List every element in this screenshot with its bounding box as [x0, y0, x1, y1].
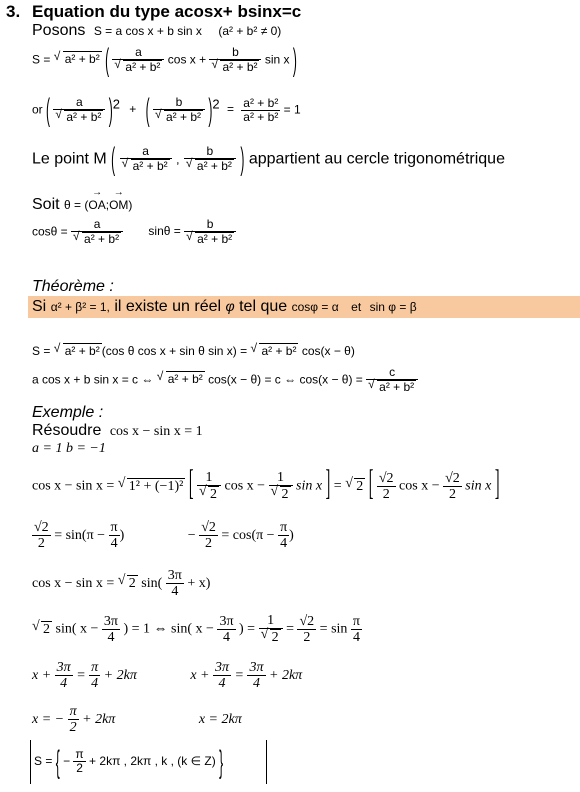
fraction-b: b √ a² + b²	[209, 46, 261, 74]
example-step-3: cos x − sin x = √ 2 sin( $\frac{3\pi}{4}$ + x)	[32, 568, 210, 600]
soit-line: Soit θ = (→ OA;→ OM)	[32, 196, 132, 214]
example-step-6: x = − $\frac{\pi}{2}$ + 2kπ x = 2kπ	[32, 704, 242, 736]
posons-expr: S = a cos x + b sin x	[93, 24, 202, 38]
fraction-a: a √ a² + b²	[112, 46, 164, 74]
sqrt-a2b2: √ a² + b²	[63, 51, 102, 66]
solution-set: S = { − $\frac{\pi}{2}$ + 2kπ , 2kπ , k , (k ∈ Z) }	[34, 743, 224, 780]
s-expanded: S = √ a² + b² ( a √ a² + b² cos x + b √ a² + b² sin x )	[32, 46, 297, 74]
vector-om: → OM	[109, 198, 128, 212]
solution-left-bar	[30, 740, 31, 784]
resoudre-line: Résoudre cos x − sin x = 1	[32, 422, 203, 439]
example-step-4: √ 2 sin( x − $\frac{3\pi}{4}$ ) = 1 ⇔ sin( x − $\frac{3\pi}{4}$ ) = 1 √ 2 = $\frac{√2}{2}$ = sin $\frac{\pi}{4}$	[32, 613, 362, 646]
section-title: Equation du type acosx+ bsinx=c	[32, 2, 302, 21]
section-number: 3.	[6, 2, 21, 21]
costheta-line: cosθ = a √ a² + b² sinθ = b √ a² + b²	[32, 218, 236, 246]
s-cos-line: S = √ a² + b² (cos θ cos x + sin θ sin x) = √ a² + b² cos(x − θ)	[32, 343, 355, 358]
example-step-5: x + $\frac{3\pi}{4}$ = $\frac{\pi}{4}$ + 2kπ x + $\frac{3\pi}{4}$ = $\frac{3\pi}{4}$ + 2kπ	[32, 660, 303, 692]
example-step-1: cos x − sin x = √ 1² + (−1)² [ 1 √ 2 cos x − 1 √ 2 sin x ] = √ 2 [ $\frac{√2}{2}$ cos x − $\frac{√2}{2}$ sin x ]	[32, 470, 500, 503]
equivalence-line: a cos x + b sin x = c ⇔ √ a² + b² cos(x − θ) = c ⇔ cos(x − θ) = c √ a² + b²	[32, 366, 418, 394]
theorem-statement: Si α² + β² = 1, il existe un réel φ tel que cosφ = α et sin φ = β	[32, 298, 417, 315]
exemple-label: Exemple :	[32, 404, 104, 421]
posons-condition: (a² + b² ≠ 0)	[218, 24, 282, 38]
solution-right-bar	[266, 740, 267, 784]
ab-values: a = 1 b = −1	[32, 441, 106, 456]
vector-oa: → OA	[88, 198, 105, 212]
or-identity: or ( a √ a² + b² )$^2$ + ( b √ a² + b² )$^2$ = $\frac{\text{a² + b²}}{\text{a² + b²}}$ = 1	[32, 96, 301, 124]
posons-label: Posons	[32, 22, 86, 39]
theorem-label: Théorème :	[32, 278, 114, 295]
example-step-2: $\frac{√2}{2}$ = sin(π − $\frac{\pi}{4}$ ) − $\frac{√2}{2}$ = cos(π − $\frac{\pi}{4}$ )	[34, 520, 294, 552]
posons-line	[32, 22, 281, 40]
point-m-line: Le point M ( a √ a² + b² , b √ a² + b² ) appartient au cercle trigonométrique	[32, 145, 505, 173]
